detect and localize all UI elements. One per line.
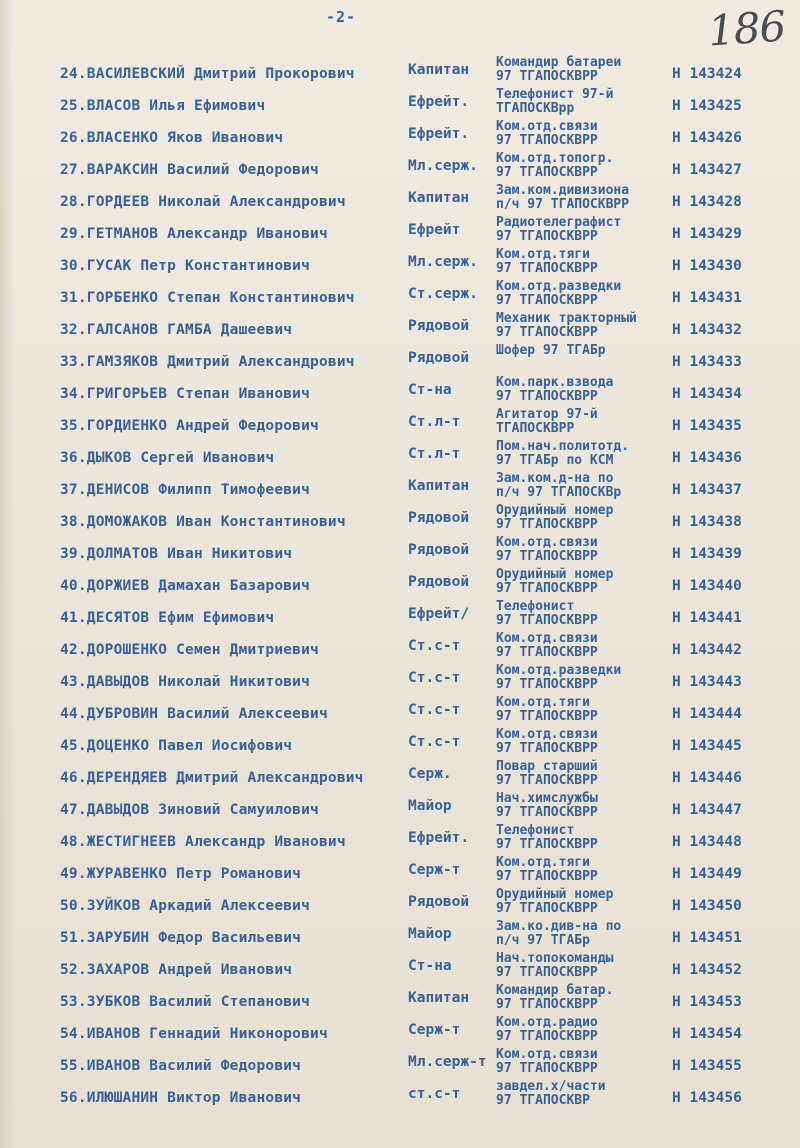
record-number: Н 143437 bbox=[672, 482, 742, 498]
position-line-1: Повар старший bbox=[496, 759, 598, 774]
list-row bbox=[0, 855, 800, 892]
position bbox=[496, 408, 598, 436]
record-number: Н 143425 bbox=[672, 98, 742, 114]
position-line-1: Ком.отд.связи bbox=[496, 119, 598, 134]
person-name: 49.ЖУРАВЕНКО Петр Романович bbox=[60, 866, 302, 882]
position-line-2: 97 ТГАПОСКВРР bbox=[496, 741, 598, 756]
position-line-2: 97 ТГАПОСКВРР bbox=[496, 261, 598, 276]
position bbox=[496, 504, 613, 532]
record-number: Н 143447 bbox=[672, 802, 742, 818]
position bbox=[496, 568, 613, 596]
position bbox=[496, 280, 621, 308]
record-number: Н 143427 bbox=[672, 162, 742, 178]
position bbox=[496, 888, 613, 916]
person-name: 54.ИВАНОВ Геннадий Никонорович bbox=[60, 1026, 328, 1042]
position-line-1: Орудийный номер bbox=[496, 567, 614, 582]
position bbox=[496, 824, 598, 852]
list-row bbox=[0, 951, 800, 988]
position-line-2: 97 ТГАПОСКВРР bbox=[496, 549, 598, 564]
position-line-2: 97 ТГАПОСКВРР bbox=[496, 645, 598, 660]
rank: Ст.с-т bbox=[408, 734, 461, 750]
position-line-2: 97 ТГАПОСКВРР bbox=[496, 581, 598, 596]
list-row bbox=[0, 1047, 800, 1084]
record-number: Н 143455 bbox=[672, 1058, 742, 1074]
position bbox=[496, 248, 598, 276]
position-line-1: завдел.х/части bbox=[496, 1079, 606, 1094]
person-name: 34.ГРИГОРЬЕВ Степан Иванович bbox=[60, 386, 311, 402]
person-name: 24.ВАСИЛЕВСКИЙ Дмитрий Прокорович bbox=[60, 66, 355, 82]
list-row bbox=[0, 343, 800, 380]
position-line-1: Пом.нач.политотд. bbox=[496, 439, 630, 454]
rank: Ст-на bbox=[408, 382, 452, 398]
record-number: Н 143449 bbox=[672, 866, 742, 882]
rank: Рядовой bbox=[408, 318, 470, 334]
position bbox=[496, 600, 598, 628]
rank: Ст.с-т bbox=[408, 670, 461, 686]
record-number: Н 143450 bbox=[672, 898, 742, 914]
position bbox=[496, 632, 598, 660]
position bbox=[496, 312, 637, 340]
position-line-2: 97 ТГАПОСКВРР bbox=[496, 165, 598, 180]
list-row bbox=[0, 535, 800, 572]
position-line-1: Телефонист bbox=[496, 823, 575, 838]
position-line-2: 97 ТГАПОСКВРР bbox=[496, 773, 598, 788]
position-line-2: 97 ТГАПОСКВРР bbox=[496, 613, 598, 628]
record-number: Н 143448 bbox=[672, 834, 742, 850]
list-row bbox=[0, 247, 800, 284]
position bbox=[496, 56, 621, 84]
person-name: 37.ДЕНИСОВ Филипп Тимофеевич bbox=[60, 482, 311, 498]
position-line-1: Зам.ком.дивизиона bbox=[496, 183, 630, 198]
record-number: Н 143435 bbox=[672, 418, 742, 434]
record-number: Н 143442 bbox=[672, 642, 742, 658]
position-line-1: Нач.топокоманды bbox=[496, 951, 614, 966]
position bbox=[496, 472, 621, 500]
rank: Мл.серж-т bbox=[408, 1054, 487, 1070]
person-name: 51.ЗАРУБИН Федор Васильевич bbox=[60, 930, 302, 946]
position-line-1: Ком.отд.разведки bbox=[496, 663, 622, 678]
position-line-2: 97 ТГАПОСКВРР bbox=[496, 965, 598, 980]
position bbox=[496, 536, 598, 564]
position-line-1: Ком.отд.связи bbox=[496, 1047, 598, 1062]
record-number: Н 143432 bbox=[672, 322, 742, 338]
position bbox=[496, 760, 598, 788]
record-number: Н 143443 bbox=[672, 674, 742, 690]
list-row bbox=[0, 1015, 800, 1052]
person-name: 39.ДОЛМАТОВ Иван Никитович bbox=[60, 546, 293, 562]
list-row bbox=[0, 439, 800, 476]
position-line-2: 97 ТГАПОСКВРР bbox=[496, 837, 598, 852]
rank: Ефрейт. bbox=[408, 126, 470, 142]
position-line-2: п/ч 97 ТГАПОСКВРР bbox=[496, 197, 630, 212]
rank: Мл.серж. bbox=[408, 254, 478, 270]
list-row bbox=[0, 215, 800, 252]
position-line-1: Механик тракторный bbox=[496, 311, 637, 326]
person-name: 55.ИВАНОВ Василий Федорович bbox=[60, 1058, 302, 1074]
list-row bbox=[0, 87, 800, 124]
position bbox=[496, 88, 613, 116]
rank: Ефрейт/ bbox=[408, 606, 470, 622]
record-number: Н 143444 bbox=[672, 706, 742, 722]
position bbox=[496, 344, 606, 358]
person-name: 45.ДОЦЕНКО Павел Иосифович bbox=[60, 738, 293, 754]
position-line-2: 97 ТГАПОСКВРР bbox=[496, 293, 598, 308]
position-line-1: Нач.химслужбы bbox=[496, 791, 598, 806]
person-name: 56.ИЛЮШАНИН Виктор Иванович bbox=[60, 1090, 302, 1106]
rank: Серж-т bbox=[408, 1022, 461, 1038]
position-line-2: 97 ТГАПОСКВРР bbox=[496, 69, 598, 84]
position bbox=[496, 1080, 606, 1108]
rank: Ст.л-т bbox=[408, 446, 461, 462]
rank: Ефрейт. bbox=[408, 94, 470, 110]
person-name: 50.ЗУЙКОВ Аркадий Алексеевич bbox=[60, 898, 311, 914]
position bbox=[496, 952, 613, 980]
position-line-2: 97 ТГАПОСКВР bbox=[496, 1093, 590, 1108]
rank: Ст.с-т bbox=[408, 638, 461, 654]
person-name: 43.ДАВЫДОВ Николай Никитович bbox=[60, 674, 311, 690]
list-row bbox=[0, 55, 800, 92]
rank: Ст-на bbox=[408, 958, 452, 974]
position-line-2: 97 ТГАПОСКВРР bbox=[496, 1061, 598, 1076]
position-line-2: 97 ТГАПОСКВРР bbox=[496, 133, 598, 148]
position bbox=[496, 920, 621, 948]
record-number: Н 143434 bbox=[672, 386, 742, 402]
person-name: 30.ГУСАК Петр Константинович bbox=[60, 258, 311, 274]
list-row bbox=[0, 887, 800, 924]
position-line-2: 97 ТГАПОСКВРР bbox=[496, 1029, 598, 1044]
position-line-2: 97 ТГАПОСКВРР bbox=[496, 677, 598, 692]
list-row bbox=[0, 567, 800, 604]
person-name: 29.ГЕТМАНОВ Александр Иванович bbox=[60, 226, 328, 242]
list-row bbox=[0, 151, 800, 188]
position bbox=[496, 728, 598, 756]
list-row bbox=[0, 919, 800, 956]
list-row bbox=[0, 1079, 800, 1116]
rank: Капитан bbox=[408, 62, 470, 78]
record-number: Н 143433 bbox=[672, 354, 742, 370]
person-name: 44.ДУБРОВИН Василий Алексеевич bbox=[60, 706, 328, 722]
list-row bbox=[0, 503, 800, 540]
position bbox=[496, 376, 613, 404]
rank: Ефрейт. bbox=[408, 830, 470, 846]
record-number: Н 143441 bbox=[672, 610, 742, 626]
rank: Серж. bbox=[408, 766, 452, 782]
list-row bbox=[0, 759, 800, 796]
person-name: 31.ГОРБЕНКО Степан Константинович bbox=[60, 290, 355, 306]
person-name: 32.ГАЛСАНОВ ГАМБА Дашеевич bbox=[60, 322, 293, 338]
position bbox=[496, 984, 613, 1012]
person-name: 36.ДЫКОВ Сергей Иванович bbox=[60, 450, 275, 466]
rank: Ст.с-т bbox=[408, 702, 461, 718]
position-line-1: Ком.отд.связи bbox=[496, 535, 598, 550]
position-line-1: Ком.отд.разведки bbox=[496, 279, 622, 294]
rank: Рядовой bbox=[408, 510, 470, 526]
person-name: 27.ВАРАКСИН Василий Федорович bbox=[60, 162, 319, 178]
record-number: Н 143451 bbox=[672, 930, 742, 946]
rank: Капитан bbox=[408, 190, 470, 206]
record-number: Н 143446 bbox=[672, 770, 742, 786]
record-number: Н 143439 bbox=[672, 546, 742, 562]
rank: Рядовой bbox=[408, 542, 470, 558]
position bbox=[496, 216, 621, 244]
person-name: 52.ЗАХАРОВ Андрей Иванович bbox=[60, 962, 293, 978]
position-line-1: Ком.отд.топогр. bbox=[496, 151, 614, 166]
record-number: Н 143453 bbox=[672, 994, 742, 1010]
position-line-2: 97 ТГАПОСКВРР bbox=[496, 389, 598, 404]
position-line-2: ТГАПОСКВрр bbox=[496, 101, 575, 116]
rank: Майор bbox=[408, 926, 452, 942]
position-line-2: п/ч 97 ТГАПОСКВр bbox=[496, 485, 622, 500]
person-name: 47.ДАВЫДОВ Зиновий Самуилович bbox=[60, 802, 319, 818]
list-row bbox=[0, 823, 800, 860]
rank: Серж-т bbox=[408, 862, 461, 878]
position-line-1: Телефонист bbox=[496, 599, 575, 614]
position bbox=[496, 184, 629, 212]
position-line-2: 97 ТГАПОСКВРР bbox=[496, 997, 598, 1012]
position-line-2: 97 ТГАПОСКВРР bbox=[496, 517, 598, 532]
position bbox=[496, 440, 629, 468]
person-name: 46.ДЕРЕНДЯЕВ Дмитрий Александрович bbox=[60, 770, 364, 786]
position-line-2: 97 ТГАПОСКВРР bbox=[496, 229, 598, 244]
list-row bbox=[0, 599, 800, 636]
list-row bbox=[0, 791, 800, 828]
list-row bbox=[0, 727, 800, 764]
list-row bbox=[0, 631, 800, 668]
position-line-2: 97 ТГАПОСКВРР bbox=[496, 709, 598, 724]
rank: Мл.серж. bbox=[408, 158, 478, 174]
position bbox=[496, 792, 598, 820]
position bbox=[496, 1016, 598, 1044]
position-line-1: Агитатор 97-й bbox=[496, 407, 598, 422]
rank: Ст.л-т bbox=[408, 414, 461, 430]
position-line-1: Ком.отд.связи bbox=[496, 727, 598, 742]
position-line-1: Ком.парк.взвода bbox=[496, 375, 614, 390]
position-line-1: Ком.отд.тяги bbox=[496, 247, 590, 262]
rank: Рядовой bbox=[408, 350, 470, 366]
position bbox=[496, 696, 598, 724]
record-number: Н 143428 bbox=[672, 194, 742, 210]
person-name: 48.ЖЕСТИГНЕЕВ Александр Иванович bbox=[60, 834, 346, 850]
person-name: 40.ДОРЖИЕВ Дамахан Базарович bbox=[60, 578, 311, 594]
position-line-2: п/ч 97 ТГАБр bbox=[496, 933, 590, 948]
position-line-1: Телефонист 97-й bbox=[496, 87, 614, 102]
record-number: Н 143456 bbox=[672, 1090, 742, 1106]
position-line-1: Радиотелеграфист bbox=[496, 215, 622, 230]
record-number: Н 143429 bbox=[672, 226, 742, 242]
person-name: 33.ГАМЗЯКОВ Дмитрий Александрович bbox=[60, 354, 355, 370]
position-line-1: Ком.отд.тяги bbox=[496, 855, 590, 870]
position-line-2: 97 ТГАПОСКВРР bbox=[496, 901, 598, 916]
position-line-1: Командир батареи bbox=[496, 55, 622, 70]
position-line-2: 97 ТГАПОСКВРР bbox=[496, 805, 598, 820]
list-row bbox=[0, 119, 800, 156]
rank: Капитан bbox=[408, 990, 470, 1006]
record-number: Н 143430 bbox=[672, 258, 742, 274]
person-name: 42.ДОРОШЕНКО Семен Дмитриевич bbox=[60, 642, 319, 658]
position bbox=[496, 1048, 598, 1076]
rank: Капитан bbox=[408, 478, 470, 494]
record-number: Н 143454 bbox=[672, 1026, 742, 1042]
list-row bbox=[0, 663, 800, 700]
rank: Рядовой bbox=[408, 894, 470, 910]
rank: Майор bbox=[408, 798, 452, 814]
list-row bbox=[0, 183, 800, 220]
list-row bbox=[0, 311, 800, 348]
list-row bbox=[0, 407, 800, 444]
record-number: Н 143431 bbox=[672, 290, 742, 306]
position-line-1: Зам.ком.д-на по bbox=[496, 471, 614, 486]
record-number: Н 143445 bbox=[672, 738, 742, 754]
person-name: 53.ЗУБКОВ Василий Степанович bbox=[60, 994, 311, 1010]
record-number: Н 143440 bbox=[672, 578, 742, 594]
person-name: 26.ВЛАСЕНКО Яков Иванович bbox=[60, 130, 284, 146]
person-name: 41.ДЕСЯТОВ Ефим Ефимович bbox=[60, 610, 275, 626]
record-number: Н 143436 bbox=[672, 450, 742, 466]
position-line-1: Орудийный номер bbox=[496, 887, 614, 902]
position-line-1: Ком.отд.связи bbox=[496, 631, 598, 646]
list-row bbox=[0, 279, 800, 316]
position-line-1: Командир батар. bbox=[496, 983, 614, 998]
position bbox=[496, 152, 613, 180]
position-line-1: Орудийный номер bbox=[496, 503, 614, 518]
position bbox=[496, 120, 598, 148]
position-line-1: Ком.отд.радио bbox=[496, 1015, 598, 1030]
list-row bbox=[0, 983, 800, 1020]
list-row bbox=[0, 471, 800, 508]
person-name: 28.ГОРДЕЕВ Николай Александрович bbox=[60, 194, 346, 210]
position-line-2: 97 ТГАБр по КСМ bbox=[496, 453, 614, 468]
person-name: 25.ВЛАСОВ Илья Ефимович bbox=[60, 98, 266, 114]
position-line-1: Зам.ко.див-на по bbox=[496, 919, 622, 934]
page-number: -2- bbox=[326, 8, 357, 26]
record-number: Н 143452 bbox=[672, 962, 742, 978]
record-number: Н 143426 bbox=[672, 130, 742, 146]
position-line-1: Ком.отд.тяги bbox=[496, 695, 590, 710]
person-name: 35.ГОРДИЕНКО Андрей Федорович bbox=[60, 418, 319, 434]
rank: Ст.серж. bbox=[408, 286, 478, 302]
list-row bbox=[0, 695, 800, 732]
rank: Ефрейт bbox=[408, 222, 461, 238]
rank: Рядовой bbox=[408, 574, 470, 590]
position-line-2: 97 ТГАПОСКВРР bbox=[496, 869, 598, 884]
position bbox=[496, 664, 621, 692]
position-line-2: ТГАПОСКВРР bbox=[496, 421, 575, 436]
person-name: 38.ДОМОЖАКОВ Иван Константинович bbox=[60, 514, 346, 530]
position-line-1: Шофер 97 ТГАБр bbox=[496, 343, 606, 358]
record-number: Н 143424 bbox=[672, 66, 742, 82]
rank: ст.с-т bbox=[408, 1086, 461, 1102]
record-number: Н 143438 bbox=[672, 514, 742, 530]
position bbox=[496, 856, 598, 884]
position-line-2: 97 ТГАПОСКВРР bbox=[496, 325, 598, 340]
list-row bbox=[0, 375, 800, 412]
handwritten-sheet-number: 186 bbox=[706, 1, 787, 56]
